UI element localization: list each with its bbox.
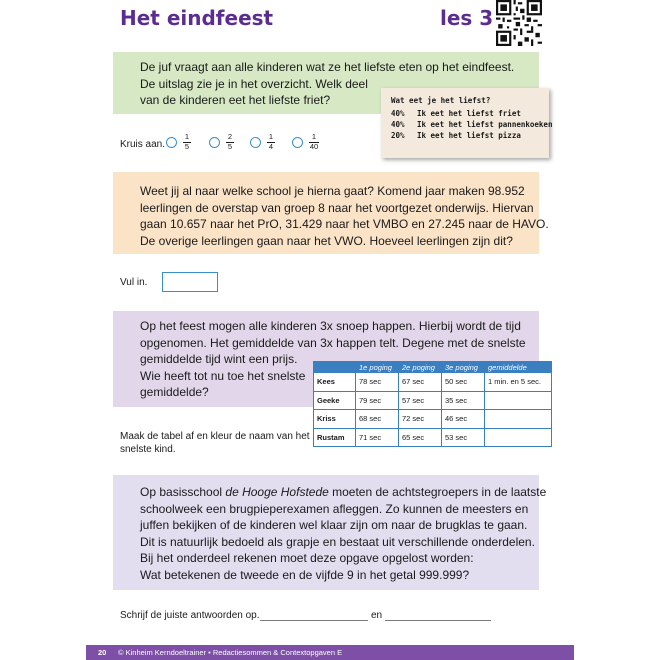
radio-button[interactable] xyxy=(250,137,261,148)
footer-text: © Kinheim Kerndoeltrainer • Redactiesommen & Contextopgaven E xyxy=(118,648,343,657)
question-1-line: De juf vraagt aan alle kinderen wat ze het liefste eten op het eindfeest. xyxy=(140,60,515,74)
question-4-line: Bij het onderdeel rekenen moet deze opgave opgelost worden: xyxy=(140,551,474,565)
child-name[interactable]: Geeke xyxy=(314,391,356,410)
question-3-instruction: Maak de tabel af en kleur de naam van het snelste kind. xyxy=(120,431,310,455)
survey-row xyxy=(391,108,539,119)
question-3-line: Wie heeft tot nu toe het snelste xyxy=(140,368,306,383)
attempt-time: 67 sec xyxy=(399,373,442,392)
attempt-time: 72 sec xyxy=(399,410,442,429)
survey-option-text: Ik eet het liefst pizza xyxy=(417,131,521,140)
question-2-instruction: Vul in. xyxy=(120,277,148,288)
table-header: 1e poging xyxy=(356,362,399,373)
fraction-numerator: 1 xyxy=(184,132,190,141)
question-1-instruction: Kruis aan. xyxy=(120,139,166,150)
answer-line-1[interactable] xyxy=(260,620,368,621)
fraction-option[interactable] xyxy=(292,133,319,151)
table-header-row xyxy=(314,362,552,373)
table-row xyxy=(314,410,552,429)
attempt-time: 46 sec xyxy=(442,410,485,429)
fraction-option[interactable] xyxy=(166,133,191,151)
page-footer xyxy=(86,645,574,660)
child-name[interactable]: Kriss xyxy=(314,410,356,429)
average-cell[interactable] xyxy=(485,391,552,410)
question-3-line: Op het feest mogen alle kinderen 3x snoep happen. Hierbij wordt de tijd xyxy=(140,319,521,333)
attempt-time: 50 sec xyxy=(442,373,485,392)
question-4-text-part: moeten de achtstegroepers in de laatste xyxy=(328,485,547,499)
page-title: Het eindfeest xyxy=(120,6,274,30)
school-name: de Hooge Hofstede xyxy=(225,485,329,499)
question-4-line xyxy=(140,484,547,501)
answer-input[interactable] xyxy=(162,272,218,292)
table-header: gemiddelde xyxy=(485,362,552,373)
attempt-time: 57 sec xyxy=(399,391,442,410)
table-row xyxy=(314,391,552,410)
fraction xyxy=(309,133,319,151)
question-1-line: De uitslag zie je in het overzicht. Welk deel xyxy=(140,76,368,91)
question-4-line: Wat betekenen de tweede en de vijfde 9 in het getal 999.999? xyxy=(140,567,470,582)
table-row xyxy=(314,428,552,447)
question-2-line: leerlingen de overstap van groep 8 naar het voortgezet onderwijs. Hiervan xyxy=(140,200,534,215)
question-2-line: De overige leerlingen gaan naar het VWO. Hoeveel leerlingen zijn dit? xyxy=(140,233,513,248)
average-cell[interactable] xyxy=(485,428,552,447)
question-4-instruction: Schrijf de juiste antwoorden op. xyxy=(120,610,260,621)
fraction-numerator: 2 xyxy=(227,132,233,141)
fraction-numerator: 1 xyxy=(311,132,317,141)
survey-option-text: Ik eet het liefst pannenkoeken xyxy=(417,120,553,129)
question-2-line: Weet jij al naar welke school je hierna gaat? Komend jaar maken 98.952 xyxy=(140,184,525,198)
question-1-line: van de kinderen eet het liefste friet? xyxy=(140,93,331,107)
question-2-line: gaan 10.657 naar het PrO, 31.429 naar het VMBO en 27.245 naar de HAVO. xyxy=(140,217,549,231)
survey-percentage: 40% xyxy=(391,120,405,129)
table-header: 2e poging xyxy=(399,362,442,373)
average-cell: 1 min. en 5 sec. xyxy=(485,373,552,392)
radio-button[interactable] xyxy=(209,137,220,148)
question-3-line: opgenomen. Het gemiddelde van 3x happen telt. Degene met de snelste xyxy=(140,335,526,350)
fraction xyxy=(183,133,191,151)
attempt-time: 68 sec xyxy=(356,410,399,429)
survey-row xyxy=(391,119,553,130)
page-number: 20 xyxy=(98,648,107,657)
question-4-line: juffen bekijken of de kinderen wel klaar zijn om naar de brugklas te gaan. xyxy=(140,518,528,532)
average-cell[interactable] xyxy=(485,410,552,429)
survey-card xyxy=(381,88,553,158)
question-4-text-part: Op basisschool xyxy=(140,485,226,499)
survey-title: Wat eet je het liefst? xyxy=(391,96,491,105)
child-name[interactable]: Kees xyxy=(314,373,356,392)
answer-connector: en xyxy=(371,610,383,621)
fraction xyxy=(226,133,234,151)
attempt-time: 53 sec xyxy=(442,428,485,447)
question-3-line: gemiddelde tijd wint een prijs. xyxy=(140,352,298,366)
radio-button[interactable] xyxy=(292,137,303,148)
attempt-time: 65 sec xyxy=(399,428,442,447)
question-2-text xyxy=(140,183,549,249)
fraction-numerator: 1 xyxy=(268,132,274,141)
question-4-line: schoolweek een brugpieperexamen afleggen. Zo kunnen de meesters en xyxy=(140,501,529,516)
question-3-line: gemiddelde? xyxy=(140,385,209,399)
radio-button[interactable] xyxy=(166,137,177,148)
attempt-time: 79 sec xyxy=(356,391,399,410)
fraction-denominator: 4 xyxy=(268,142,274,151)
question-4-text xyxy=(140,484,547,583)
fraction-option[interactable] xyxy=(250,133,275,151)
table-row xyxy=(314,373,552,392)
child-name[interactable]: Rustam xyxy=(314,428,356,447)
question-4-line: Dit is natuurlijk bedoeld als grapje en bestaat uit verschillende onderdelen. xyxy=(140,534,535,549)
survey-option-text: Ik eet het liefst friet xyxy=(417,109,521,118)
lesson-label: les 3 xyxy=(440,6,494,30)
answer-line-2[interactable] xyxy=(385,620,491,621)
qr-code-icon xyxy=(496,0,542,46)
timing-table xyxy=(313,361,552,447)
attempt-time: 71 sec xyxy=(356,428,399,447)
fraction-denominator: 40 xyxy=(309,142,319,151)
table-header: 3e poging xyxy=(442,362,485,373)
fraction-denominator: 5 xyxy=(227,142,233,151)
survey-row xyxy=(391,130,539,141)
fraction-denominator: 5 xyxy=(184,142,190,151)
attempt-time: 78 sec xyxy=(356,373,399,392)
attempt-time: 35 sec xyxy=(442,391,485,410)
table-header xyxy=(314,362,356,373)
survey-percentage: 40% xyxy=(391,109,405,118)
fraction-option[interactable] xyxy=(209,133,234,151)
fraction xyxy=(267,133,275,151)
survey-percentage: 20% xyxy=(391,131,405,140)
